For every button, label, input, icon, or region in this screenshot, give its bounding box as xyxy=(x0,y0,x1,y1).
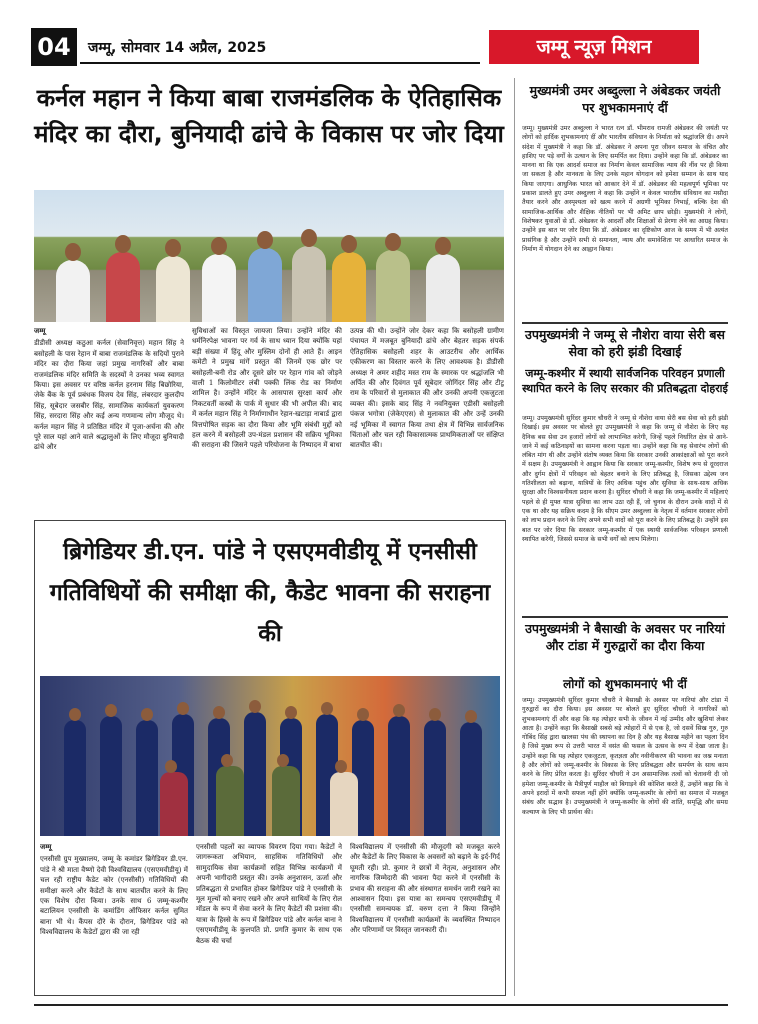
story1-body xyxy=(522,124,728,320)
masthead xyxy=(0,0,758,66)
lead-column-1-text: डीडीसी अध्यक्ष कठुआ कर्नल (सेवानिवृत्त) महान सिंह ने बसोहली के पास रेहान में बाबा राजमंडलिक के सदियों पुराने मंदिर का दौरा किया जहां प्रमुख नागरिकों और बाबा राजमंडलिक मंदिर समिति के सदस्यों ने उनका भव्य स्वागत किया। इस अवसर पर वरिष्ठ कर्नल हरनाम सिंह बिछोरिया, जेके बैंक के पूर्व प्रबंधक विजय देव सिंह, लंबरदार कुलदीप सिंह, सूबेदार जसबीर सिंह, सामाजिक कार्यकर्ता युवकरण सिंह, सरदारा सिंह और कई अन्य गणमान्य लोग मौजूद थे। कर्नल महान सिंह ने प्रतिष्ठित मंदिर में पूजा-अर्चना की और पूरे साल यहां आने वाले श्रद्धालुओं के लिए मौजूदा बुनियादी ढांचे और xyxy=(34,339,184,452)
lead-headline: कर्नल महान ने किया बाबा राजमंडलिक के ऐतिहासिक मंदिर का दौरा, बुनियादी ढांचे के विकास पर जोर दिया xyxy=(34,84,504,148)
story3-body xyxy=(522,696,728,996)
story2-text: जम्मू। उपमुख्यमंत्री सुरिंदर कुमार चौधरी ने जम्मू से नौशेरा वाया सेरी बस सेवा को हरी झंडी दिखाई। इस अवसर पर बोलते हुए उपमुख्यमंत्री ने कहा कि जम्मू से नौशेरा के लिए यह दैनिक बस सेवा उन हजारों लोगों को लाभान्वित करेगी, जिन्हें पहले निर्धारित क्षेत्र से आने-जाने में कई कठिनाइयों का सामना करना पड़ता था। उन्होंने कहा कि यह सेवारंभ लोगों की लंबित मांग थी और उन्होंने संतोष व्यक्त किया कि सरकार उनकी आकांक्षाओं को पूरा करने में सक्षम है। उपमुख्यमंत्री ने आह्वान किया कि सरकार जम्मू-कश्मीर, विशेष रूप से दूरदराज और दुर्गम क्षेत्रों में परिवहन को बेहतर बनाने के लिए प्रतिबद्ध है, जिसका उद्देश्य जन गतिशीलता को बढ़ाना, यात्रियों के लिए अधिक पहुंच और सुविधा के साथ-साथ अधिक सुरक्षा और विश्वसनीयता प्रदान करना है। सुरिंदर चौधरी ने कहा कि जम्मू-कश्मीर में महिलाएं पहले से ही मुफ्त यात्रा सुविधा का लाभ उठा रही हैं, जो चुनाव के दौरान उनके वादों में से एक था और यह सक्रिय कदम है कि सीएम उमर अब्दुल्ला के नेतृत्व में वर्तमान सरकार लोगों को लाभ प्रदान करने के लिए अपने सभी वादों को पूरा करने के लिए प्रतिबद्ध है। उन्होंने इस बात पर जोर दिया कि सरकार जम्मू-कश्मीर में एक स्थायी सार्वजनिक परिवहन प्रणाली स्थापित करेगी, जिससे समाज के सभी वर्गों को लाभ मिलेगा। xyxy=(522,415,728,543)
photo-guest xyxy=(160,772,188,836)
photo-person xyxy=(56,260,90,322)
photo-cadet xyxy=(424,720,446,836)
photo-cadet xyxy=(136,720,158,836)
lead-column-2 xyxy=(192,326,342,516)
photo-person xyxy=(248,248,282,322)
brig-headline: ब्रिगेडियर डी.एन. पांडे ने एसएमवीडीयू में एनसीसी गतिविधियों की समीक्षा की, कैडेट भावना की सराहना की xyxy=(49,539,491,647)
brig-column-3-text: विश्वविद्यालय में एनसीसी की मौजूदगी को मजबूत करने और कैडेटों के लिए विकास के अवसरों को बढ़ाने के इर्द-गिर्द घूमती रही। प्रो. कुमार ने छात्रों में नेतृत्व, अनुशासन और नागरिक जिम्मेदारी की भावना पैदा करने में एनसीसी के प्रभाव की सराहना की और संस्थागत समर्थन जारी रखने का आश्वासन दिया। इस यात्रा का समन्वय एसएमवीडीयू में एनसीसी समन्वयक डॉ. वरुण दत्ता ने किया जिन्होंने विश्वविद्यालय में एनसीसी कार्यक्रमों के व्यवस्थित निष्पादन और परिणामों पर विस्तृत जानकारी दी। xyxy=(350,843,500,935)
photo-person xyxy=(376,250,410,322)
lead-column-1 xyxy=(34,326,184,516)
photo-person xyxy=(202,254,236,322)
photo-guest xyxy=(330,772,358,836)
lead-column-2-text: सुविधाओं का विस्तृत जायजा लिया। उन्होंने मंदिर की धर्मनिरपेक्ष भावना पर गर्व के साथ ध्यान दिया क्योंकि यहां बड़ी संख्या में हिंदू और मुस्लिम दोनों ही आते हैं। आइन कमेटी ने प्रमुख मांगें प्रस्तुत कीं जिनमें एक छोर पर बसोहली-बनी रोड और दूसरे छोर पर रेहान गांव को जोड़ने वाली 1 किलोमीटर लंबी पक्की लिंक रोड का निर्माण शामिल है। उन्होंने मंदिर के आसपास सुरक्षा कार्य और निकटवर्ती कस्बों के पार्क में सुधार की भी अपील की। बाद में कर्नल महान सिंह ने निर्माणाधीन रेहान-खटाड़ा नाबार्ड द्वारा वित्तपोषित सड़क का दौरा किया और भूमि संबंधी मुद्दों को हल करने में बसोहली उप-मंडल प्रशासन की सक्रिय भूमिका की सराहना की जिसने पहले परियोजना के निष्पादन में बाधा xyxy=(192,327,342,450)
photo-person xyxy=(292,246,326,322)
photo-cadet xyxy=(244,712,266,836)
photo-cadet xyxy=(100,716,122,836)
story2-subheadline: जम्मू-कश्मीर में स्थायी सार्वजनिक परिवहन प्रणाली स्थापित करने के लिए सरकार की प्रतिबद्धता दोहराई xyxy=(522,367,728,395)
photo-person xyxy=(426,254,460,322)
story3-text: जम्मू। उपमुख्यमंत्री सुरिंदर कुमार चौधरी ने बैसाखी के अवसर पर नारियां और टांडा में गुरुद्वारों का दौरा किया। इस अवसर पर बोलते हुए सुरिंदर चौधरी ने नागरिकों को शुभकामनाएं दीं और कहा कि यह त्योहार सभी के जीवन में नई उम्मीद और खुशियां लेकर आता है। उन्होंने कहा कि बैसाखी सबसे बड़े त्योहारों में से एक है, जो दसवें सिख गुरु, गुरु गोबिंद सिंह द्वारा खालसा पंथ की स्थापना का दिन है और यह बैसाख महीने का पहला दिन है जिसे मुख्य रूप से उत्तरी भारत में वसंत की फसल के उत्सव के रूप में देखा जाता है। उन्होंने कहा कि यह त्योहार एकजुटता, कृतज्ञता और नवीनीकरण की भावना का जश्न मनाता है और लोगों को जम्मू-कश्मीर के विकास के लिए प्रतिबद्धता और समर्पण के साथ काम करने के लिए प्रेरित करता है। सुरिंदर चौधरी ने उन असामाजिक तत्वों को चेतावनी दी जो हमेशा जम्मू-कश्मीर के मैत्रीपूर्ण माहौल को बिगाड़ने की कोशिश करते हैं, उन्होंने कहा कि वे अपने इरादों में कभी सफल नहीं होंगे क्योंकि जम्मू-कश्मीर के लोगों का समाज में मजबूत संबंध और सद्भाव है। उपमुख्यमंत्री ने जम्मू-कश्मीर के लोगों की शांति, समृद्धि और समग्र कल्याण के लिए भी प्रार्थना की। xyxy=(522,697,728,816)
masthead-rule xyxy=(80,62,480,64)
photo-person xyxy=(332,252,366,322)
brig-column-2 xyxy=(196,842,342,1000)
footer-rule xyxy=(34,1004,728,1006)
story2-headline: उपमुख्यमंत्री ने जम्मू से नौशेरा वाया सेरी बस सेवा को हरी झंडी दिखाई xyxy=(524,327,726,359)
photo-cadet xyxy=(388,716,410,836)
photo-person xyxy=(106,252,140,322)
lead-column-3-text: उत्पन्न की थी। उन्होंने जोर देकर कहा कि बसोहली ग्रामीण पंचायत में मजबूत बुनियादी ढांचे और बेहतर सड़क संपर्क ऐतिहासिक बसोहली शहर के आउटरीच और आर्थिक एकीकरण का विस्तार करने के लिए आवश्यक है। डीडीसी अध्यक्ष ने अमर शहीद मस्त राम के स्मारक पर श्रद्धांजलि भी अर्पित की और दिवंगत पूर्व सूबेदार जोगिंदर सिंह और टीटू राम के परिवारों से मुलाकात की और उनकी अपनी एकजुटता व्यक्त की। इसके बाद सिंह ने नवनियुक्त एडीसी बसोहली पंकज भगोत्रा (जेकेएएस) से मुलाकात की और उन्हें उनकी नई भूमिका में स्वागत किया तथा क्षेत्र में विभिन्न सार्वजनिक चिंताओं और चल रही विकासात्मक प्राथमिकताओं पर संक्षिप्त बातचीत की। xyxy=(350,327,504,450)
newspaper-brand: जम्मू न्यूज़ मिशन xyxy=(489,30,699,64)
story-divider xyxy=(522,322,728,324)
photo-officer xyxy=(216,766,244,836)
brig-column-1 xyxy=(40,842,188,1000)
photo-officer xyxy=(272,766,300,836)
story3-headline: उपमुख्यमंत्री ने बैसाखी के अवसर पर नारियां और टांडा में गुरुद्वारों का दौरा किया xyxy=(525,621,725,653)
brig-column-1-text: एनसीसी ग्रुप मुख्यालय, जम्मू के कमांडर ब्रिगेडियर डी.एन. पांडे ने श्री माता वैष्णो देवी विश्वविद्यालय (एसएमवीडीयू) में चल रही राष्ट्रीय कैडेट कोर (एनसीसी) गतिविधियों की समीक्षा करने और कैडेटों के साथ बातचीत करने के लिए एक विशेष दौरा किया। उनके साथ 6 जम्मू-कश्मीर बटालियन एनसीसी के कमांडिंग ऑफिसर कर्नल सुमित बाना भी थे। कैंपस दौरे के दौरान, ब्रिगेडियर पांडे को विश्वविद्यालय के कैडेटों द्वारा की जा रही xyxy=(40,855,188,937)
brig-column-3 xyxy=(350,842,500,1000)
brig-column-2-text: एनसीसी पहलों का व्यापक विवरण दिया गया। कैडेटों ने जागरूकता अभियान, साहसिक गतिविधियों और सामुदायिक सेवा कार्यक्रमों सहित विभिन्न कार्यक्रमों में अपनी भागीदारी प्रस्तुत की। उनके अनुशासन, ऊर्जा और प्रतिबद्धता से प्रभावित होकर ब्रिगेडियर पांडे ने एनसीसी के मूल मूल्यों को बनाए रखने और अपने साथियों के लिए रोल मॉडल के रूप में सेवा करने के लिए कैडेटों की प्रशंसा की। यात्रा के हिस्से के रूप में ब्रिगेडियर पांडे और कर्नल बाना ने एसएमवीडीयू के कुलपति प्रो. प्रगति कुमार के साथ एक बैठक की चर्चा xyxy=(196,843,342,945)
photo-cadet xyxy=(460,722,482,836)
story1-text: जम्मू। मुख्यमंत्री उमर अब्दुल्ला ने भारत रत्न डॉ. भीमराव रामजी अंबेडकर की जयंती पर लोगों को हार्दिक शुभकामनाएं दीं और भारतीय संविधान के निर्माता को श्रद्धांजलि दी। अपने संदेश में मुख्यमंत्री ने कहा कि डॉ. अंबेडकर ने अपना पूरा जीवन समाज के वंचित और हाशिए पर पड़े वर्गों के उत्थान के लिए समर्पित कर दिया। उन्होंने कहा कि डॉ. अंबेडकर का मानना था कि एक आदर्श समाज का निर्माण केवल सामाजिक न्याय की नींव पर ही किया जा सकता है और मानवता के लिए उनके महान योगदान को हमेशा सम्मान के साथ याद किया जाएगा। आधुनिक भारत को आकार देने में डॉ. अंबेडकर की महत्वपूर्ण भूमिका पर प्रकाश डालते हुए उमर अब्दुल्ला ने कहा कि उन्होंने न केवल भारतीय संविधान का मसौदा तैयार करने और अस्पृश्यता को खत्म करने में अग्रणी भूमिका निभाई, बल्कि देश की सामाजिक-आर्थिक और शैक्षिक नीतियों पर भी अमिट छाप छोड़ी। मुख्यमंत्री ने लोगों, विशेषकर युवाओं से डॉ. अंबेडकर के आदर्शों और शिक्षाओं से प्रेरणा लेने का आग्रह किया। उन्होंने इस बात पर जोर दिया कि डॉ. अंबेडकर का दृष्टिकोण आज के समय में भी अत्यंत प्रासंगिक है और उन्होंने सभी से समानता, न्याय और समावेशिता पर आधारित समाज के निर्माण में योगदान देने का आह्वान किया। xyxy=(522,125,728,253)
story-divider xyxy=(522,616,728,618)
story2-body xyxy=(522,414,728,614)
brig-dateline: जम्मू xyxy=(40,843,52,851)
column-divider xyxy=(514,78,515,996)
photo-person xyxy=(156,256,190,322)
issue-dateline: जम्मू, सोमवार 14 अप्रैल, 2025 xyxy=(88,40,267,56)
story3-subheadline: लोगों को शुभकामनाएं भी दीं xyxy=(563,677,687,691)
lead-photo xyxy=(34,190,504,322)
story1-headline: मुख्यमंत्री उमर अब्दुल्ला ने अंबेडकर जयंती पर शुभकामनाएं दीं xyxy=(529,83,721,115)
page-number: 04 xyxy=(31,28,77,66)
lead-column-3 xyxy=(350,326,504,516)
photo-cadet xyxy=(64,720,86,836)
ncc-photo xyxy=(40,676,500,836)
lead-dateline: जम्मू xyxy=(34,327,46,335)
